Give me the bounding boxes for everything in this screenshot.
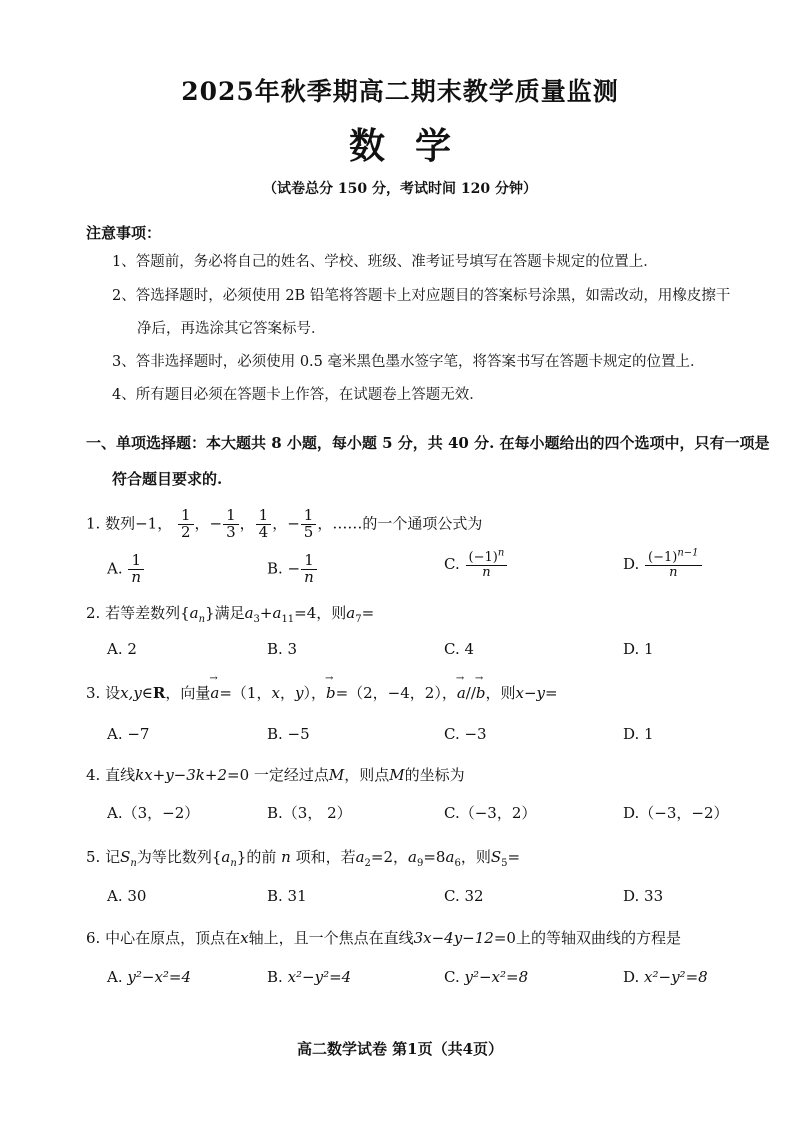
question-5: 5. 记$S_n$为等比数列$\{a_n\}$的前 n 项和，若$a_2=2$，$a_9=8a_6$，则$S_5=$ [86,848,521,869]
question-6: 6. 中心在原点，顶点在x轴上，且一个焦点在直线3x−4y−12=0上的等轴双曲线的方程是 [86,929,681,947]
q3-option-c: C. −3 [444,725,487,743]
q1-frac-1: $\frac{1}{2}$ [178,508,194,541]
q6-option-d: D. x²−y²=8 [623,968,708,986]
q3-option-d: D. 1 [623,725,654,743]
subject-title: 数学 [348,125,481,167]
q2-option-b: B. 3 [267,640,298,658]
section-heading-cont: 符合题目要求的. [112,470,223,488]
q2-option-a: A. 2 [107,640,137,658]
question-4: 4. 直线kx+y−3k+2=0 一定经过点M，则点M的坐标为 [86,766,465,784]
q1-frac-4: $\frac{1}{5}$ [301,508,317,541]
exam-title: 2025年秋季期高二期末教学质量监测 [181,77,619,106]
q4-option-b: B.（3， 2） [267,804,352,822]
q4-option-d: D.（−3，−2） [623,804,729,822]
exam-note: （试卷总分 150 分，考试时间 120 分钟） [263,181,537,197]
notice-item-4: 4、所有题目必须在答题卡上作答，在试题卷上答题无效． [112,387,484,403]
question-1: 1. 数列−1， $\frac{1}{2}$ ，− $\frac{1}{3}$ ， $\frac{1}{4}$ ，− $\frac{1}{5}$ ，……的一个通项公式为 [86,506,483,541]
q4-option-c: C.（−3，2） [444,804,537,822]
q1-frac-2: $\frac{1}{3}$ [223,508,239,541]
notice-item-2: 2、答选择题时，必须使用 2B 铅笔将答题卡上对应题目的答案标号涂黑，如需改动，用橡皮擦干 [112,288,731,304]
q1-option-b: B. − $\frac{1}{n}$ [267,553,318,586]
q5-option-c: C. 32 [444,887,484,905]
q1-prefix: 1. 数列−1， [86,514,173,533]
q3-option-a: A. −7 [107,725,150,743]
q6-option-a: A. y²−x²=4 [107,968,192,986]
q5-option-b: B. 31 [267,887,307,905]
q6-option-c: C. y²−x²=8 [444,968,529,986]
q2-option-c: C. 4 [444,640,475,658]
q6-option-b: B. x²−y²=4 [267,968,352,986]
question-2: 2. 若等差数列$\{a_n\}$满足$a_3+a_{11}=4$，则$a_7=$ [86,604,375,625]
q1-option-a: A. $\frac{1}{n}$ [107,553,145,586]
q5-option-d: D. 33 [623,887,664,905]
notice-heading: 注意事项： [86,224,162,242]
q4-option-a: A.（3，−2） [107,804,200,822]
q1-frac-3: $\frac{1}{4}$ [256,508,272,541]
notice-item-2-cont: 净后，再选涂其它答案标号． [137,321,326,337]
q2-option-d: D. 1 [623,640,654,658]
q1-option-d: D. $\frac{(-1)^{n-1}}{n}$ [623,551,703,579]
q1-suffix: ，……的一个通项公式为 [317,514,483,533]
section-heading: 一、单项选择题：本大题共 8 小题，每小题 5 分，共 40 分. 在每小题给出的四个选项中，只有一项是 [86,434,770,452]
q5-option-a: A. 30 [107,887,147,905]
question-3: 3. 设x,y∈R，向量→ a=（1，x，y），→ b=（2，−4，2），→ a//→ b，则x−y= [86,682,558,703]
notice-item-1: 1、答题前，务必将自己的姓名、学校、班级、准考证号填写在答题卡规定的位置上． [112,254,658,270]
page-footer: 高二数学试卷 第1页（共4页） [296,1040,504,1058]
q1-option-c: C. $\frac{(-1)^n}{n}$ [444,551,508,579]
q3-option-b: B. −5 [267,725,310,743]
notice-item-3: 3、答非选择题时，必须使用 0.5 毫米黑色墨水签字笔，将答案书写在答题卡规定的位置上． [112,354,705,370]
